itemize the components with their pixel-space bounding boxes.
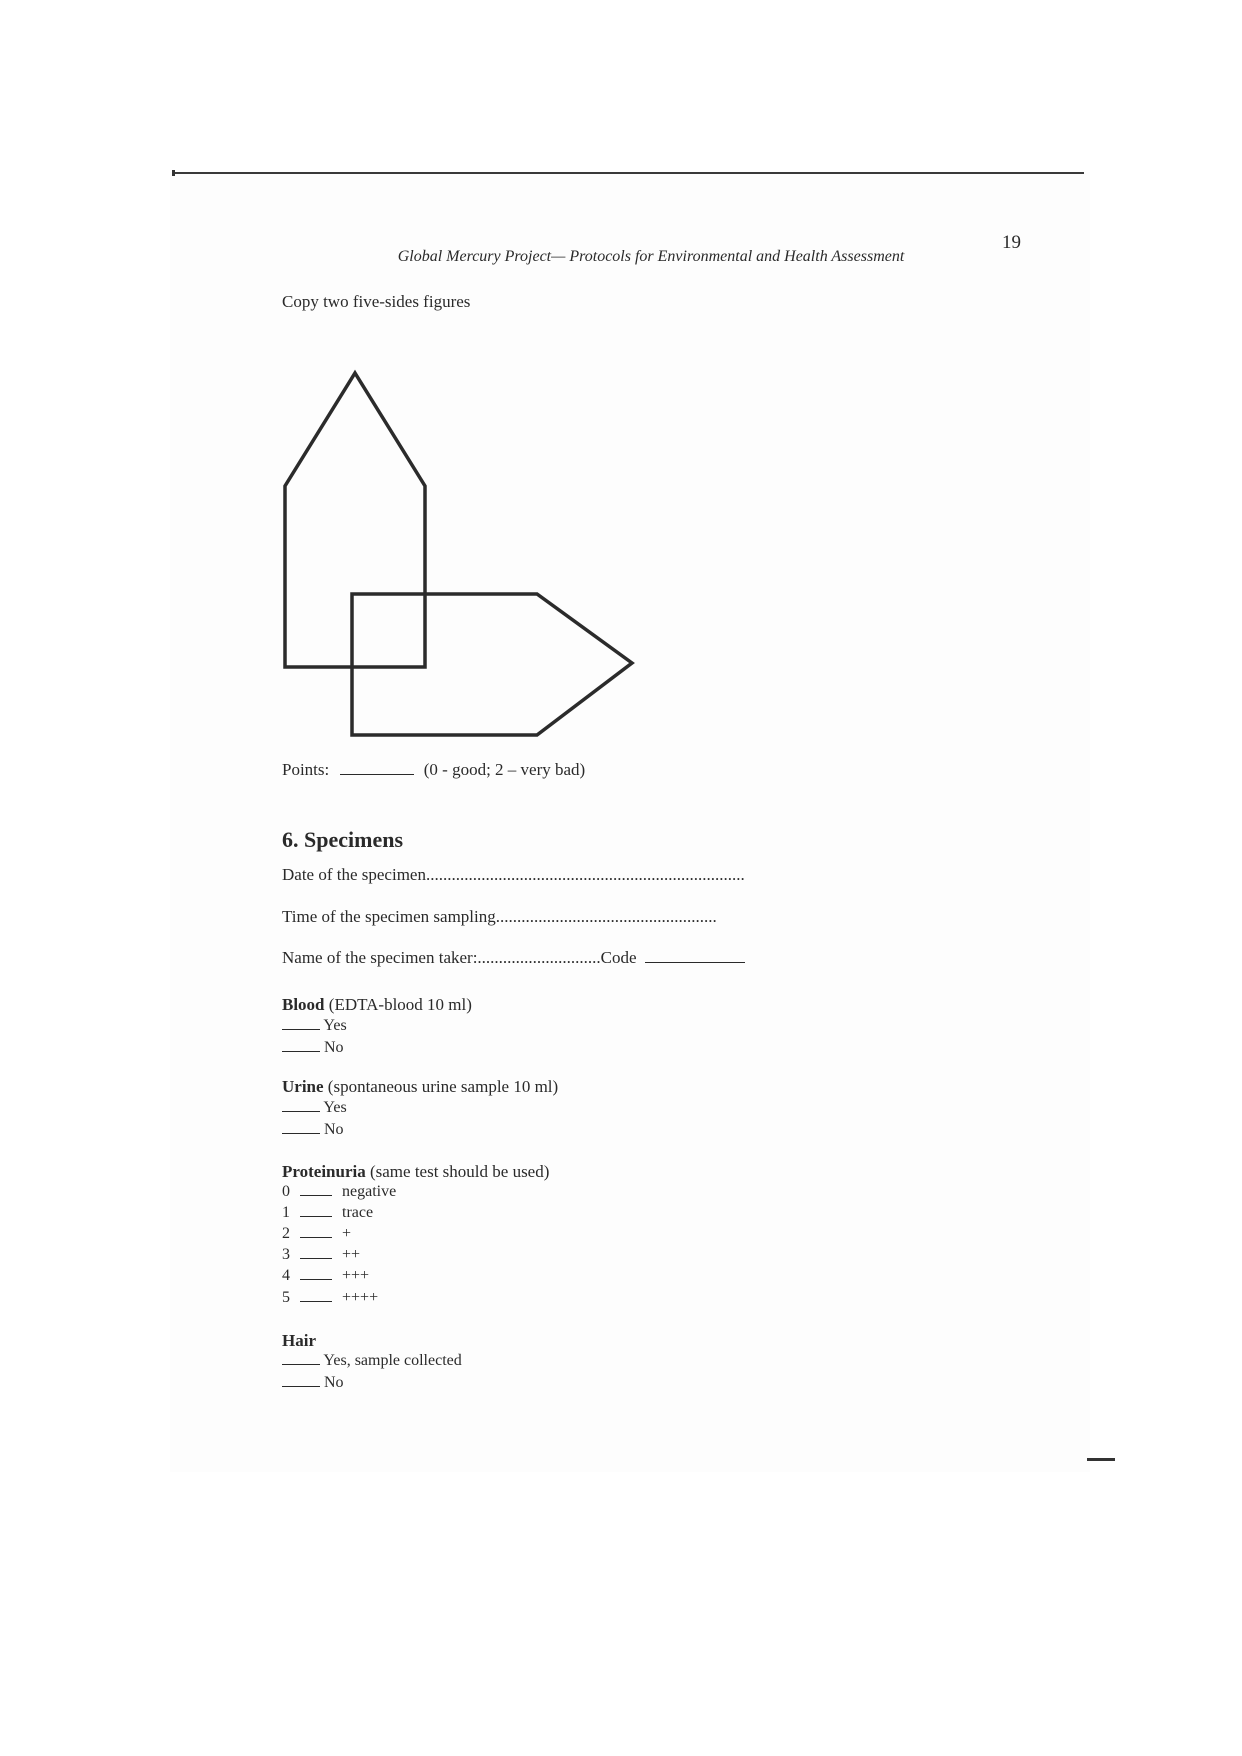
proteinuria-note: (same test should be used): [369, 1162, 550, 1181]
blood-yes-option[interactable]: Yes: [282, 1017, 347, 1035]
checkbox-blank[interactable]: [300, 1194, 332, 1196]
urine-note: (spontaneous urine sample 10 ml): [327, 1077, 559, 1096]
urine-no-option[interactable]: No: [282, 1121, 344, 1139]
checkbox-blank[interactable]: [300, 1257, 332, 1259]
checkbox-blank[interactable]: [300, 1236, 332, 1238]
checkbox-blank[interactable]: [282, 1028, 320, 1030]
proteinuria-grade-4[interactable]: 4 +++: [282, 1267, 370, 1284]
blood-label: Blood: [282, 995, 325, 1014]
proteinuria-grade-0[interactable]: 0 negative: [282, 1183, 397, 1200]
rule-tick: [172, 170, 175, 176]
horizontal-pentagon: [352, 594, 632, 735]
checkbox-blank[interactable]: [300, 1215, 332, 1217]
checkbox-blank[interactable]: [300, 1278, 332, 1280]
hair-label: Hair: [282, 1331, 316, 1350]
blood-note: (EDTA-blood 10 ml): [328, 995, 472, 1014]
checkbox-blank[interactable]: [282, 1385, 320, 1387]
top-rule: [172, 172, 1084, 174]
urine-heading: [282, 1077, 558, 1097]
date-line: Date of the specimen...........................................................................: [282, 865, 745, 884]
hair-no-option[interactable]: No: [282, 1374, 344, 1392]
time-line: Time of the specimen sampling....................................................: [282, 907, 717, 926]
page-number: 19: [1002, 232, 1021, 253]
blood-heading: [282, 995, 472, 1015]
running-header: Global Mercury Project— Protocols for Environmental and Health Assessment: [397, 248, 905, 265]
points-label: Points:: [282, 760, 330, 779]
proteinuria-grade-1[interactable]: 1 trace: [282, 1204, 374, 1221]
proteinuria-label: Proteinuria: [282, 1162, 366, 1181]
taker-label: Name of the specimen taker:.............................: [282, 948, 601, 967]
vertical-pentagon: [285, 373, 425, 667]
proteinuria-grade-3[interactable]: 3 ++: [282, 1246, 361, 1263]
margin-mark: [1087, 1458, 1115, 1461]
proteinuria-grade-5[interactable]: 5 ++++: [282, 1289, 379, 1306]
checkbox-blank[interactable]: [282, 1132, 320, 1134]
checkbox-blank[interactable]: [282, 1110, 320, 1112]
hair-heading: [282, 1331, 316, 1351]
proteinuria-heading: [282, 1162, 549, 1182]
checkbox-blank[interactable]: [282, 1050, 320, 1052]
code-blank[interactable]: [645, 961, 745, 963]
name-line: [282, 948, 745, 968]
copy-instruction: Copy two five-sides figures: [282, 292, 471, 311]
hair-yes-option[interactable]: Yes, sample collected: [282, 1352, 462, 1370]
points-row: [282, 760, 585, 780]
section-heading: 6. Specimens: [282, 827, 403, 852]
blood-no-option[interactable]: No: [282, 1039, 344, 1057]
checkbox-blank[interactable]: [300, 1300, 332, 1302]
urine-label: Urine: [282, 1077, 324, 1096]
proteinuria-grade-2[interactable]: 2 +: [282, 1225, 352, 1242]
urine-yes-option[interactable]: Yes: [282, 1099, 347, 1117]
checkbox-blank[interactable]: [282, 1363, 320, 1365]
points-scale: (0 - good; 2 – very bad): [423, 760, 586, 779]
code-label: Code: [600, 948, 637, 967]
points-blank[interactable]: [340, 773, 414, 775]
pentagon-figures: [270, 360, 650, 750]
